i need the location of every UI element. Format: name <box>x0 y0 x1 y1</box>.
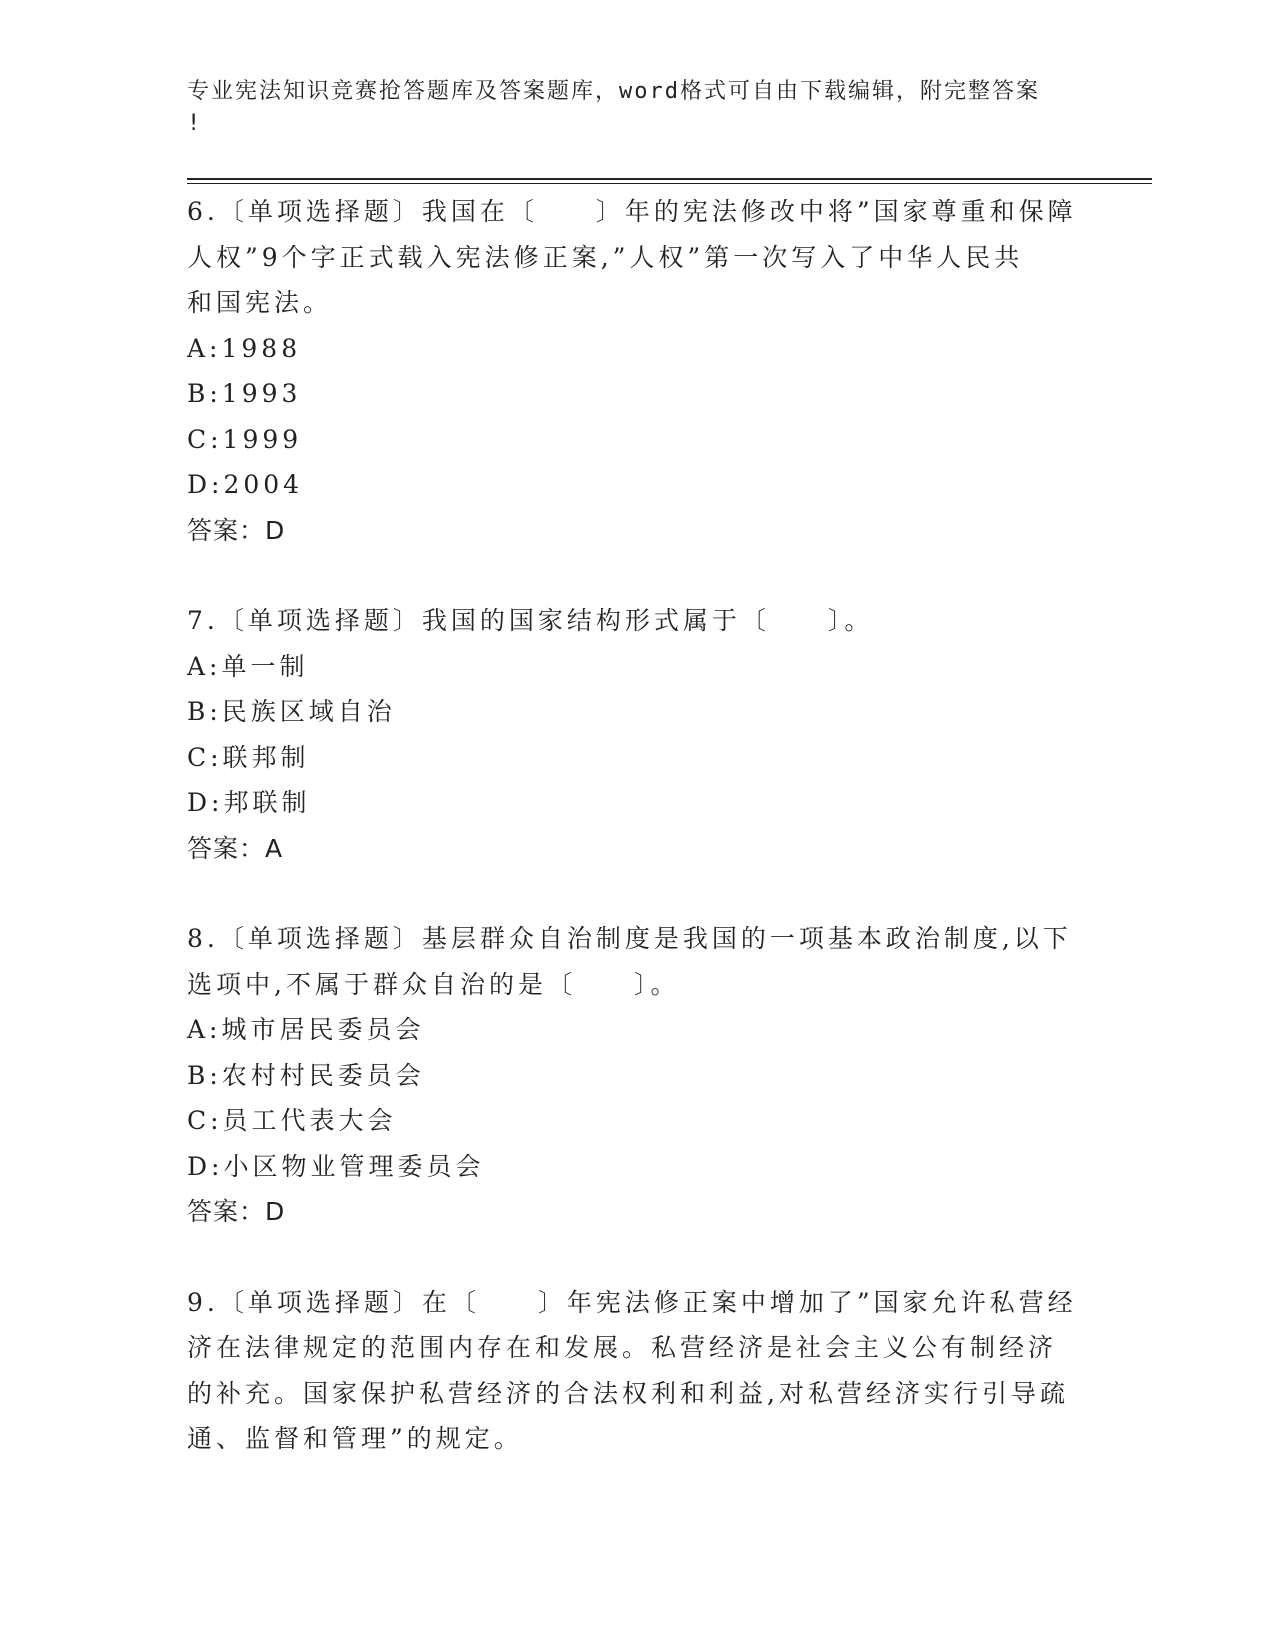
question-list <box>187 189 1087 1462</box>
option-a: A:城市居民委员会 <box>187 1015 425 1044</box>
question-stem-line: 济在法律规定的范围内存在和发展。私营经济是社会主义公有制经济 <box>187 1333 1058 1362</box>
question-8 <box>187 916 1087 1235</box>
option-b: B:农村村民委员会 <box>187 1060 425 1090</box>
question-stem-line: 6.〔单项选择题〕我国在〔 〕年的宪法修改中将”国家尊重和保障 <box>187 197 1077 226</box>
question-9 <box>187 1280 1087 1462</box>
option-c: C:员工代表大会 <box>187 1106 397 1135</box>
question-stem-line: 7.〔单项选择题〕我国的国家结构形式属于〔 〕。 <box>187 606 874 635</box>
option-b: B:1993 <box>187 379 302 408</box>
question-stem-line: 选项中,不属于群众自治的是〔 〕。 <box>187 969 680 999</box>
option-c: C:1999 <box>187 424 303 454</box>
option-c: C:联邦制 <box>187 742 310 772</box>
question-stem-line: 人权”9个字正式载入宪法修正案,”人权”第一次写入了中华人民共 <box>187 242 1024 272</box>
option-a: A:单一制 <box>187 651 309 681</box>
page-header <box>187 76 1067 140</box>
question-stem-line: 的补充。国家保护私营经济的合法权利和利益,对私营经济实行引导疏 <box>187 1378 1069 1408</box>
question-7 <box>187 598 1087 871</box>
answer: 答案：A <box>187 833 284 863</box>
option-d: D:2004 <box>187 470 304 499</box>
question-stem-line: 8.〔单项选择题〕基层群众自治制度是我国的一项基本政治制度,以下 <box>187 924 1072 953</box>
question-stem-line: 和国宪法。 <box>187 288 333 317</box>
option-d: D:邦联制 <box>187 788 311 817</box>
option-b: B:民族区域自治 <box>187 697 396 726</box>
question-stem-line: 9.〔单项选择题〕在〔 〕年宪法修正案中增加了”国家允许私营经 <box>187 1287 1077 1317</box>
question-6 <box>187 189 1087 553</box>
header-divider-bottom <box>187 183 1152 184</box>
answer: 答案：D <box>187 1197 286 1226</box>
header-divider-top <box>187 178 1152 180</box>
header-title-line-1: 专业宪法知识竞赛抢答题库及答案题库，word格式可自由下载编辑，附完整答案 <box>187 79 1040 104</box>
option-d: D:小区物业管理委员会 <box>187 1151 485 1181</box>
header-title-line-2: ! <box>187 111 203 136</box>
question-stem-line: 通、监督和管理”的规定。 <box>187 1424 523 1453</box>
option-a: A:1988 <box>187 333 302 363</box>
answer: 答案：D <box>187 515 286 545</box>
